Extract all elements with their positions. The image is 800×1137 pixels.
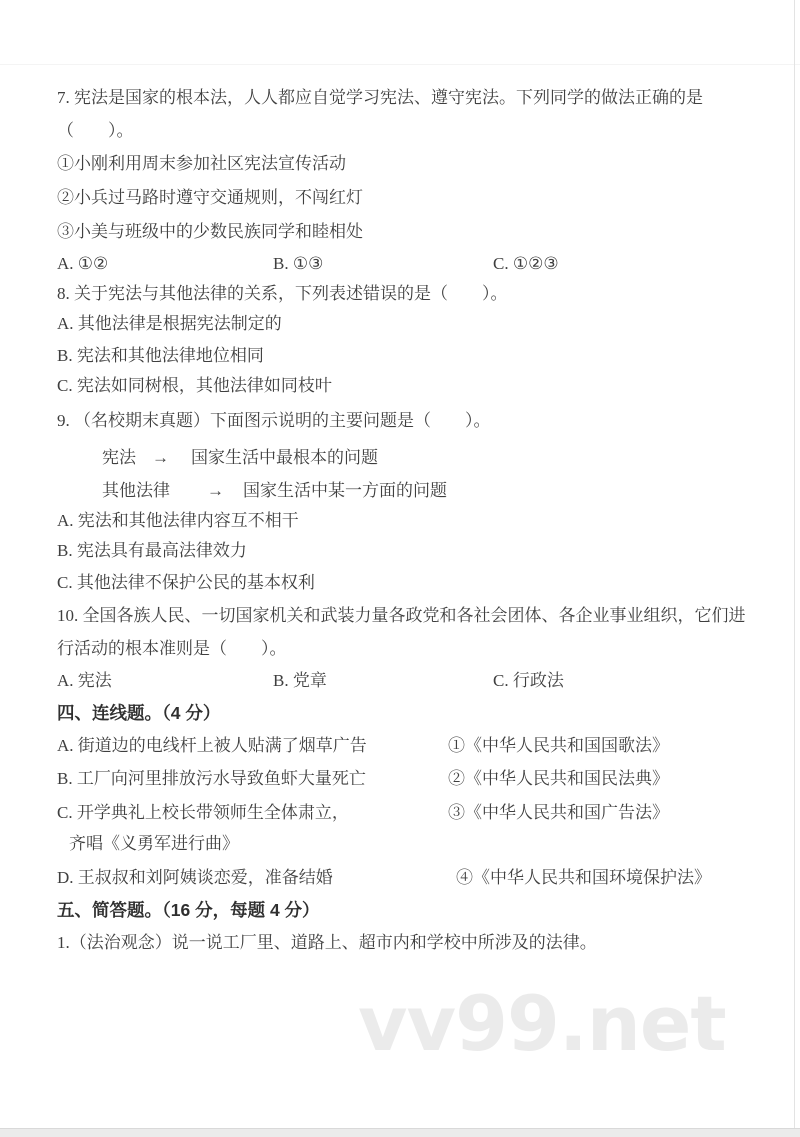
question-9-option-c: C. 其他法律不保护公民的基本权利 (57, 573, 315, 592)
match-right-4: ④《中华人民共和国环境保护法》 (456, 868, 711, 887)
diagram-term-constitution: 宪法 (102, 448, 136, 467)
diagram-desc-other-laws: 国家生活中某一方面的问题 (243, 481, 447, 500)
question-7-item-1: ①小刚利用周末参加社区宪法宣传活动 (57, 154, 346, 173)
question-7-option-a: A. ①② (57, 254, 109, 273)
question-9-stem: 9. （名校期末真题）下面图示说明的主要问题是（ ）。 (57, 411, 491, 430)
watermark-text: vv99.net (358, 979, 726, 1068)
match-right-1: ①《中华人民共和国国歌法》 (448, 736, 669, 755)
match-left-d: D. 王叔叔和刘阿姨谈恋爱，准备结婚 (57, 868, 333, 887)
right-arrow-icon: → (152, 448, 169, 467)
question-8-option-a: A. 其他法律是根据宪法制定的 (57, 314, 282, 333)
match-left-a: A. 街道边的电线杆上被人贴满了烟草广告 (57, 736, 367, 755)
match-right-3: ③《中华人民共和国广告法》 (448, 803, 669, 822)
question-8-option-b: B. 宪法和其他法律地位相同 (57, 346, 264, 365)
diagram-term-other-laws: 其他法律 (102, 481, 170, 500)
question-7-stem-line-1: 7. 宪法是国家的根本法，人人都应自觉学习宪法、遵守宪法。下列同学的做法正确的是 (57, 88, 703, 107)
section-4-heading: 四、连线题。（4 分） (57, 703, 221, 723)
section-5-question-1: 1.（法治观念）说一说工厂里、道路上、超市内和学校中所涉及的法律。 (57, 933, 597, 952)
match-row-d (57, 861, 711, 894)
question-10-stem-line-2: 行活动的根本准则是（ ）。 (57, 639, 287, 658)
question-10-stem-line-1: 10. 全国各族人民、一切国家机关和武装力量各政党和各社会团体、各企业事业组织，它们进 (57, 606, 746, 625)
match-row-b (57, 762, 669, 795)
question-9-option-b: B. 宪法具有最高法律效力 (57, 541, 247, 560)
match-row-a (57, 729, 669, 762)
question-9-option-a: A. 宪法和其他法律内容互不相干 (57, 511, 299, 530)
question-10-option-c: C. 行政法 (493, 671, 564, 690)
right-arrow-icon: → (207, 481, 224, 500)
question-7-stem-line-2: （ ）。 (57, 121, 134, 140)
question-7-option-c: C. ①②③ (493, 254, 559, 273)
match-left-c: C. 开学典礼上校长带领师生全体肃立， (57, 803, 349, 822)
page-right-edge-border (794, 0, 795, 1129)
question-10-options-row (57, 664, 564, 697)
question-7-item-2: ②小兵过马路时遵守交通规则，不闯红灯 (57, 188, 363, 207)
match-left-b: B. 工厂向河里排放污水导致鱼虾大量死亡 (57, 769, 366, 788)
question-7-option-b: B. ①③ (273, 254, 324, 273)
match-right-2: ②《中华人民共和国民法典》 (448, 769, 669, 788)
match-left-c-continuation: 齐唱《义勇军进行曲》 (69, 834, 239, 853)
match-row-c (57, 796, 669, 829)
question-7-options-row (57, 247, 559, 280)
question-8-option-c: C. 宪法如同树根，其他法律如同枝叶 (57, 376, 332, 395)
question-8-stem: 8. 关于宪法与其他法律的关系，下列表述错误的是（ ）。 (57, 284, 508, 303)
diagram-desc-constitution: 国家生活中最根本的问题 (191, 448, 378, 467)
page-top-edge-divider (0, 64, 800, 65)
section-5-heading: 五、简答题。（16 分，每题 4 分） (57, 900, 320, 920)
page-bottom-separator (0, 1128, 800, 1137)
question-7-item-3: ③小美与班级中的少数民族同学和睦相处 (57, 222, 363, 241)
question-10-option-a: A. 宪法 (57, 671, 112, 690)
question-10-option-b: B. 党章 (273, 671, 327, 690)
